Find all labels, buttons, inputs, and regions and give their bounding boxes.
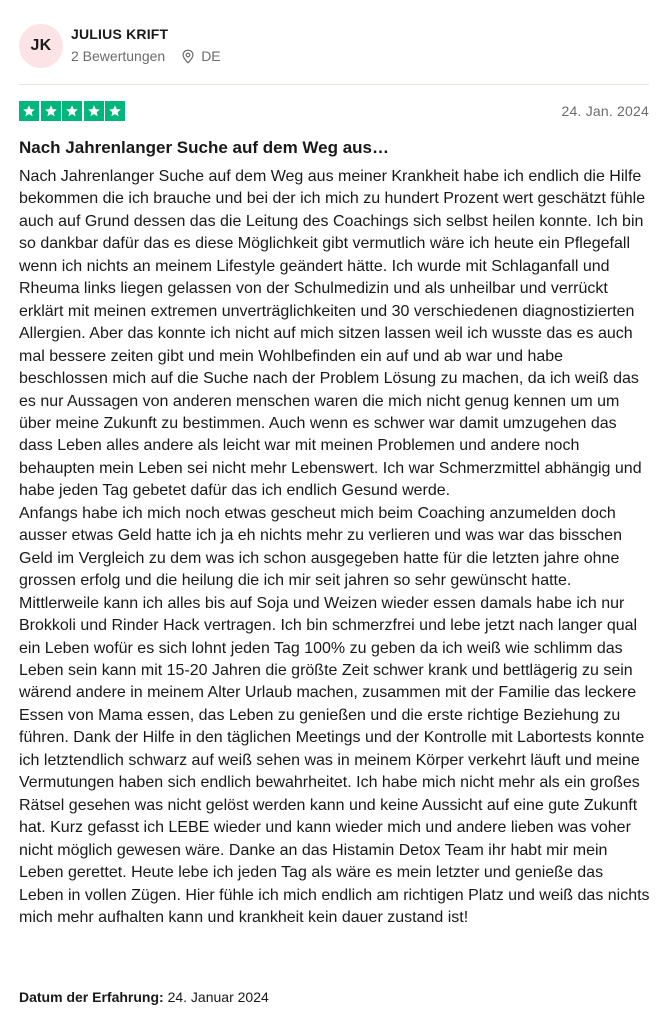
reviewer-country: DE [201, 48, 221, 64]
divider [19, 84, 649, 85]
experience-date-line [19, 989, 269, 1005]
star-icon [105, 101, 125, 121]
map-pin-icon [181, 49, 195, 64]
reviews-count: 2 Bewertungen [71, 48, 166, 64]
avatar-initials: JK [30, 37, 52, 54]
avatar[interactable] [19, 24, 63, 68]
experience-date: 24. Januar 2024 [167, 989, 269, 1005]
reviewer-meta [71, 48, 221, 64]
star-icon [41, 101, 61, 121]
reviewer-header [19, 24, 649, 68]
experience-label: Datum der Erfahrung: [19, 989, 164, 1005]
review-paragraph: Anfangs habe ich mich noch etwas gescheut mich beim Coaching anzumelden doch ausser etwas Geld hatte ich ja eh nichts mehr zu verlieren und was war das bisschen Geld im Vergleich zu dem was ich schon ausgegeben hatte für die letzten jahre ohne grossen erfolg und die heilung die ich mir seit jahren so sehr gewünscht hatte. Mittlerweile kann ich alles bis auf Soja und Weizen wieder essen damals habe ich nur Brokkoli und Rinder Hack vertragen. Ich bin schmerzfrei und lebe jetzt nach langer qual ein Leben wofür es sich lohnt jeden Tag 100% zu geben da ich weiß wie schlimm das Leben sein kann mit 15-20 Jahren die größte Zeit schwer krank und bettlägerig zu sein wärend andere in meinem Alter Urlaub machen, zusammen mit der Familie das leckere Essen von Mama essen, das Leben zu genießen und die erste richtige Beziehung zu führen. Dank der Hilfe in den täglichen Meetings und der Kontrolle mit Labortests konnte ich letztendlich schwarz auf weiß sehen was in meinem Körper verkehrt läuft und meine Vermutungen haben sich endlich bewahrheitet. Ich habe mich nicht mehr als ein großes Rätsel gesehen was nicht gelöst werden kann und keine Aussicht auf eine gute Zukunft hat. Kurz gefasst ich LEBE wieder und kann wieder mich und andere lieben was voher nicht möglich gewesen wäre. Danke an das Histamin Detox Team ihr habt mir mein Leben gerettet. Heute lebe ich jeden Tag als wäre es mein letzter und genieße das Leben in vollen Zügen. Hier fühle ich mich endlich am richtigen Platz und weiß das nichts mich mehr aufhalten kann und krankheit kein dauer zustand ist! [19, 504, 650, 926]
star-icon [84, 101, 104, 121]
star-rating [19, 101, 127, 121]
star-icon [19, 101, 39, 121]
review-paragraph: Nach Jahrenlanger Suche auf dem Weg aus meiner Krankheit habe ich endlich die Hilfe bekommen die ich brauche und bei der ich mich zu hundert Prozent wert geschätzt fühle auch auf Grund dessen das die Leitung des Coachings sich selbst heilen konnte. Ich bin so dankbar dafür das es diese Möglichkeit gibt vermutlich wäre ich heute ein Pflegefall wenn ich nichts an meinem Lifestyle geändert hätte. Ich wurde mit Schlaganfall und Rheuma links liegen gelassen von der Schulmedizin und als unheilbar und verrückt erklärt mit meinen extremen unverträglichkeiten und 30 verschiedenen diagnostizierten Allergien. Aber das konnte ich nicht auf mich sitzen lassen weil ich wusste das es auch mal bessere zeiten gibt und mein Wohlbefinden ein auf und ab war und habe beschlossen mich auf die Suche nach der Problem Lösung zu machen, da ich weiß das es nur Aussagen von anderen menschen waren die mich nicht genug kennen um um über meine Zukunft zu bestimmen. Auch wenn es schwer war damit umzugehen das dass Leben alles andere als leicht war mit meinen Problemen und andere noch behaupten mein Leben sei nicht mehr Lebenswert. Ich war Schmerzmittel abhängig und habe jeden Tag gebetet dafür das ich endlich Gesund werde. [19, 168, 646, 500]
star-icon [62, 101, 82, 121]
review-body [19, 166, 651, 929]
review-title[interactable]: Nach Jahrenlanger Suche auf dem Weg aus… [19, 138, 390, 157]
review-date: 24. Jan. 2024 [561, 103, 649, 119]
reviewer-name[interactable]: JULIUS KRIFT [71, 26, 169, 42]
